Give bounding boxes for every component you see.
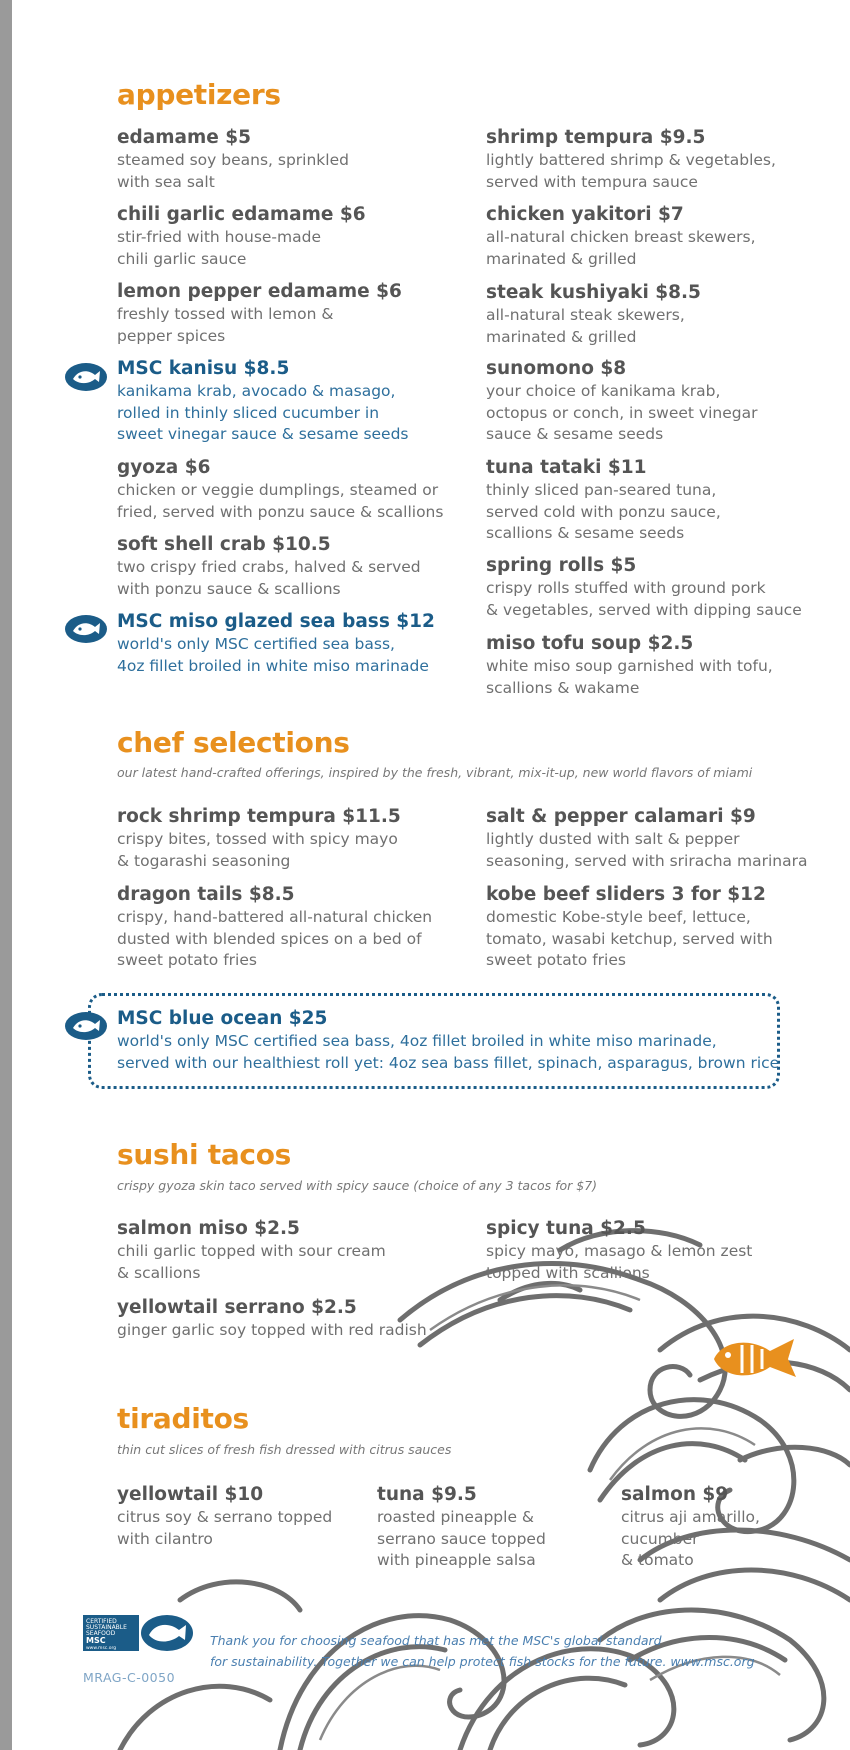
item-desc: spicy mayo, masago & lemon zest topped with scallions [486, 1242, 753, 1282]
menu-item-gyoza [117, 457, 457, 523]
item-desc: lightly battered shrimp & vegetables, served with tempura sauce [486, 151, 776, 191]
item-name: tuna $9.5 [377, 1484, 477, 1505]
menu-item-rock-shrimp-tempura [117, 806, 457, 872]
svg-text:CERTIFIED: CERTIFIED [86, 1618, 117, 1625]
item-desc: chili garlic topped with sour cream & scallions [117, 1242, 386, 1282]
menu-item-tuna-tiradito [377, 1484, 597, 1572]
sushi-tacos-title: sushi tacos [117, 1138, 292, 1171]
orange-fish-icon [708, 1329, 808, 1389]
item-name: chicken yakitori $7 [486, 204, 684, 225]
item-name: MSC miso glazed sea bass $12 [117, 611, 435, 632]
item-desc: white miso soup garnished with tofu, scallions & wakame [486, 657, 773, 697]
menu-item-msc-miso-sea-bass [117, 611, 457, 677]
item-name: yellowtail $10 [117, 1484, 264, 1505]
menu-item-chili-garlic-edamame [117, 204, 457, 270]
item-desc: world's only MSC certified sea bass, 4oz fillet broiled in white miso marinade, served with our healthiest roll yet: 4oz sea bass fillet, spinach, asparagus, brown rice [117, 1032, 780, 1072]
item-name: spicy tuna $2.5 [486, 1218, 646, 1239]
item-desc: kanikama krab, avocado & masago, rolled in thinly sliced cucumber in sweet vinegar sauce & sesame seeds [117, 382, 409, 443]
menu-item-shrimp-tempura [486, 127, 826, 193]
menu-item-salt-pepper-calamari [486, 806, 826, 872]
item-desc: crispy, hand-battered all-natural chicken dusted with blended spices on a bed of sweet potato fries [117, 908, 433, 969]
svg-text:MSC: MSC [86, 1636, 106, 1645]
item-name: gyoza $6 [117, 457, 211, 478]
menu-item-salmon-tiradito [621, 1484, 821, 1572]
svg-text:www.msc.org: www.msc.org [86, 1646, 117, 1651]
item-name: dragon tails $8.5 [117, 884, 295, 905]
menu-item-msc-kanisu [117, 358, 457, 446]
msc-thank-you-note: Thank you for choosing seafood that has met the MSC's global standard for sustainability. Together we can help protect fish stocks for the future. www.msc.org [210, 1633, 755, 1669]
item-name: salmon miso $2.5 [117, 1218, 300, 1239]
menu-item-dragon-tails [117, 884, 457, 972]
tiraditos-subtitle: thin cut slices of fresh fish dressed with citrus sauces [117, 1442, 452, 1457]
menu-item-miso-tofu-soup [486, 633, 826, 699]
msc-certified-logo [83, 1613, 203, 1653]
menu-item-chicken-yakitori [486, 204, 826, 270]
item-desc: all-natural steak skewers, marinated & grilled [486, 306, 685, 346]
item-desc: freshly tossed with lemon & pepper spices [117, 305, 334, 345]
svg-text:SEAFOOD: SEAFOOD [86, 1630, 116, 1637]
item-name: steak kushiyaki $8.5 [486, 282, 701, 303]
item-desc: citrus aji amarillo, cucumber & tomato [621, 1508, 760, 1569]
item-desc: crispy rolls stuffed with ground pork & vegetables, served with dipping sauce [486, 579, 802, 619]
item-desc: domestic Kobe-style beef, lettuce, tomato, wasabi ketchup, served with sweet potato fries [486, 908, 773, 969]
appetizers-title: appetizers [117, 78, 281, 111]
menu-item-lemon-pepper-edamame [117, 281, 457, 347]
item-desc: roasted pineapple & serrano sauce topped with pineapple salsa [377, 1508, 546, 1569]
menu-item-salmon-miso [117, 1218, 457, 1284]
svg-text:SUSTAINABLE: SUSTAINABLE [86, 1624, 127, 1631]
item-name: edamame $5 [117, 127, 252, 148]
item-desc: crispy bites, tossed with spicy mayo & togarashi seasoning [117, 830, 398, 870]
item-name: lemon pepper edamame $6 [117, 281, 402, 302]
menu-item-soft-shell-crab [117, 534, 457, 600]
item-desc: two crispy fried crabs, halved & served with ponzu sauce & scallions [117, 558, 421, 598]
item-desc: world's only MSC certified sea bass, 4oz fillet broiled in white miso marinade [117, 635, 429, 675]
item-desc: your choice of kanikama krab, octopus or conch, in sweet vinegar sauce & sesame seeds [486, 382, 758, 443]
menu-item-msc-blue-ocean [117, 1008, 797, 1074]
item-name: salmon $9 [621, 1484, 729, 1505]
menu-item-tuna-tataki [486, 457, 826, 545]
item-name: miso tofu soup $2.5 [486, 633, 694, 654]
item-desc: citrus soy & serrano topped with cilantro [117, 1508, 333, 1548]
item-name: kobe beef sliders 3 for $12 [486, 884, 766, 905]
item-name: rock shrimp tempura $11.5 [117, 806, 401, 827]
item-desc: steamed soy beans, sprinkled with sea salt [117, 151, 349, 191]
menu-item-yellowtail-tiradito [117, 1484, 337, 1550]
item-name: MSC kanisu $8.5 [117, 358, 290, 379]
item-desc: chicken or veggie dumplings, steamed or fried, served with ponzu sauce & scallions [117, 481, 444, 521]
item-name: yellowtail serrano $2.5 [117, 1297, 357, 1318]
chef-selections-title: chef selections [117, 726, 350, 759]
item-desc: ginger garlic soy topped with red radish [117, 1321, 427, 1339]
msc-fish-icon [64, 614, 108, 644]
item-desc: all-natural chicken breast skewers, marinated & grilled [486, 228, 756, 268]
item-desc: stir-fried with house-made chili garlic sauce [117, 228, 321, 268]
item-desc: thinly sliced pan-seared tuna, served cold with ponzu sauce, scallions & sesame seeds [486, 481, 721, 542]
item-name: tuna tataki $11 [486, 457, 647, 478]
chef-selections-subtitle: our latest hand-crafted offerings, inspired by the fresh, vibrant, mix-it-up, new world flavors of miami [117, 765, 753, 780]
menu-item-steak-kushiyaki [486, 282, 826, 348]
item-name: soft shell crab $10.5 [117, 534, 331, 555]
item-name: chili garlic edamame $6 [117, 204, 366, 225]
menu-item-spicy-tuna [486, 1218, 826, 1284]
item-name: sunomono $8 [486, 358, 627, 379]
msc-fish-icon [64, 362, 108, 392]
item-name: MSC blue ocean $25 [117, 1008, 328, 1029]
item-name: spring rolls $5 [486, 555, 637, 576]
menu-item-sunomono [486, 358, 826, 446]
certification-code: MRAG-C-0050 [83, 1670, 176, 1685]
tiraditos-title: tiraditos [117, 1402, 249, 1435]
menu-item-yellowtail-serrano [117, 1297, 457, 1342]
menu-item-kobe-beef-sliders [486, 884, 826, 972]
item-name: salt & pepper calamari $9 [486, 806, 756, 827]
sushi-tacos-subtitle: crispy gyoza skin taco served with spicy sauce (choice of any 3 tacos for $7) [117, 1178, 598, 1193]
menu-item-spring-rolls [486, 555, 826, 621]
item-name: shrimp tempura $9.5 [486, 127, 706, 148]
item-desc: lightly dusted with salt & pepper seasoning, served with sriracha marinara [486, 830, 808, 870]
msc-fish-icon [64, 1011, 108, 1041]
menu-item-edamame [117, 127, 457, 193]
